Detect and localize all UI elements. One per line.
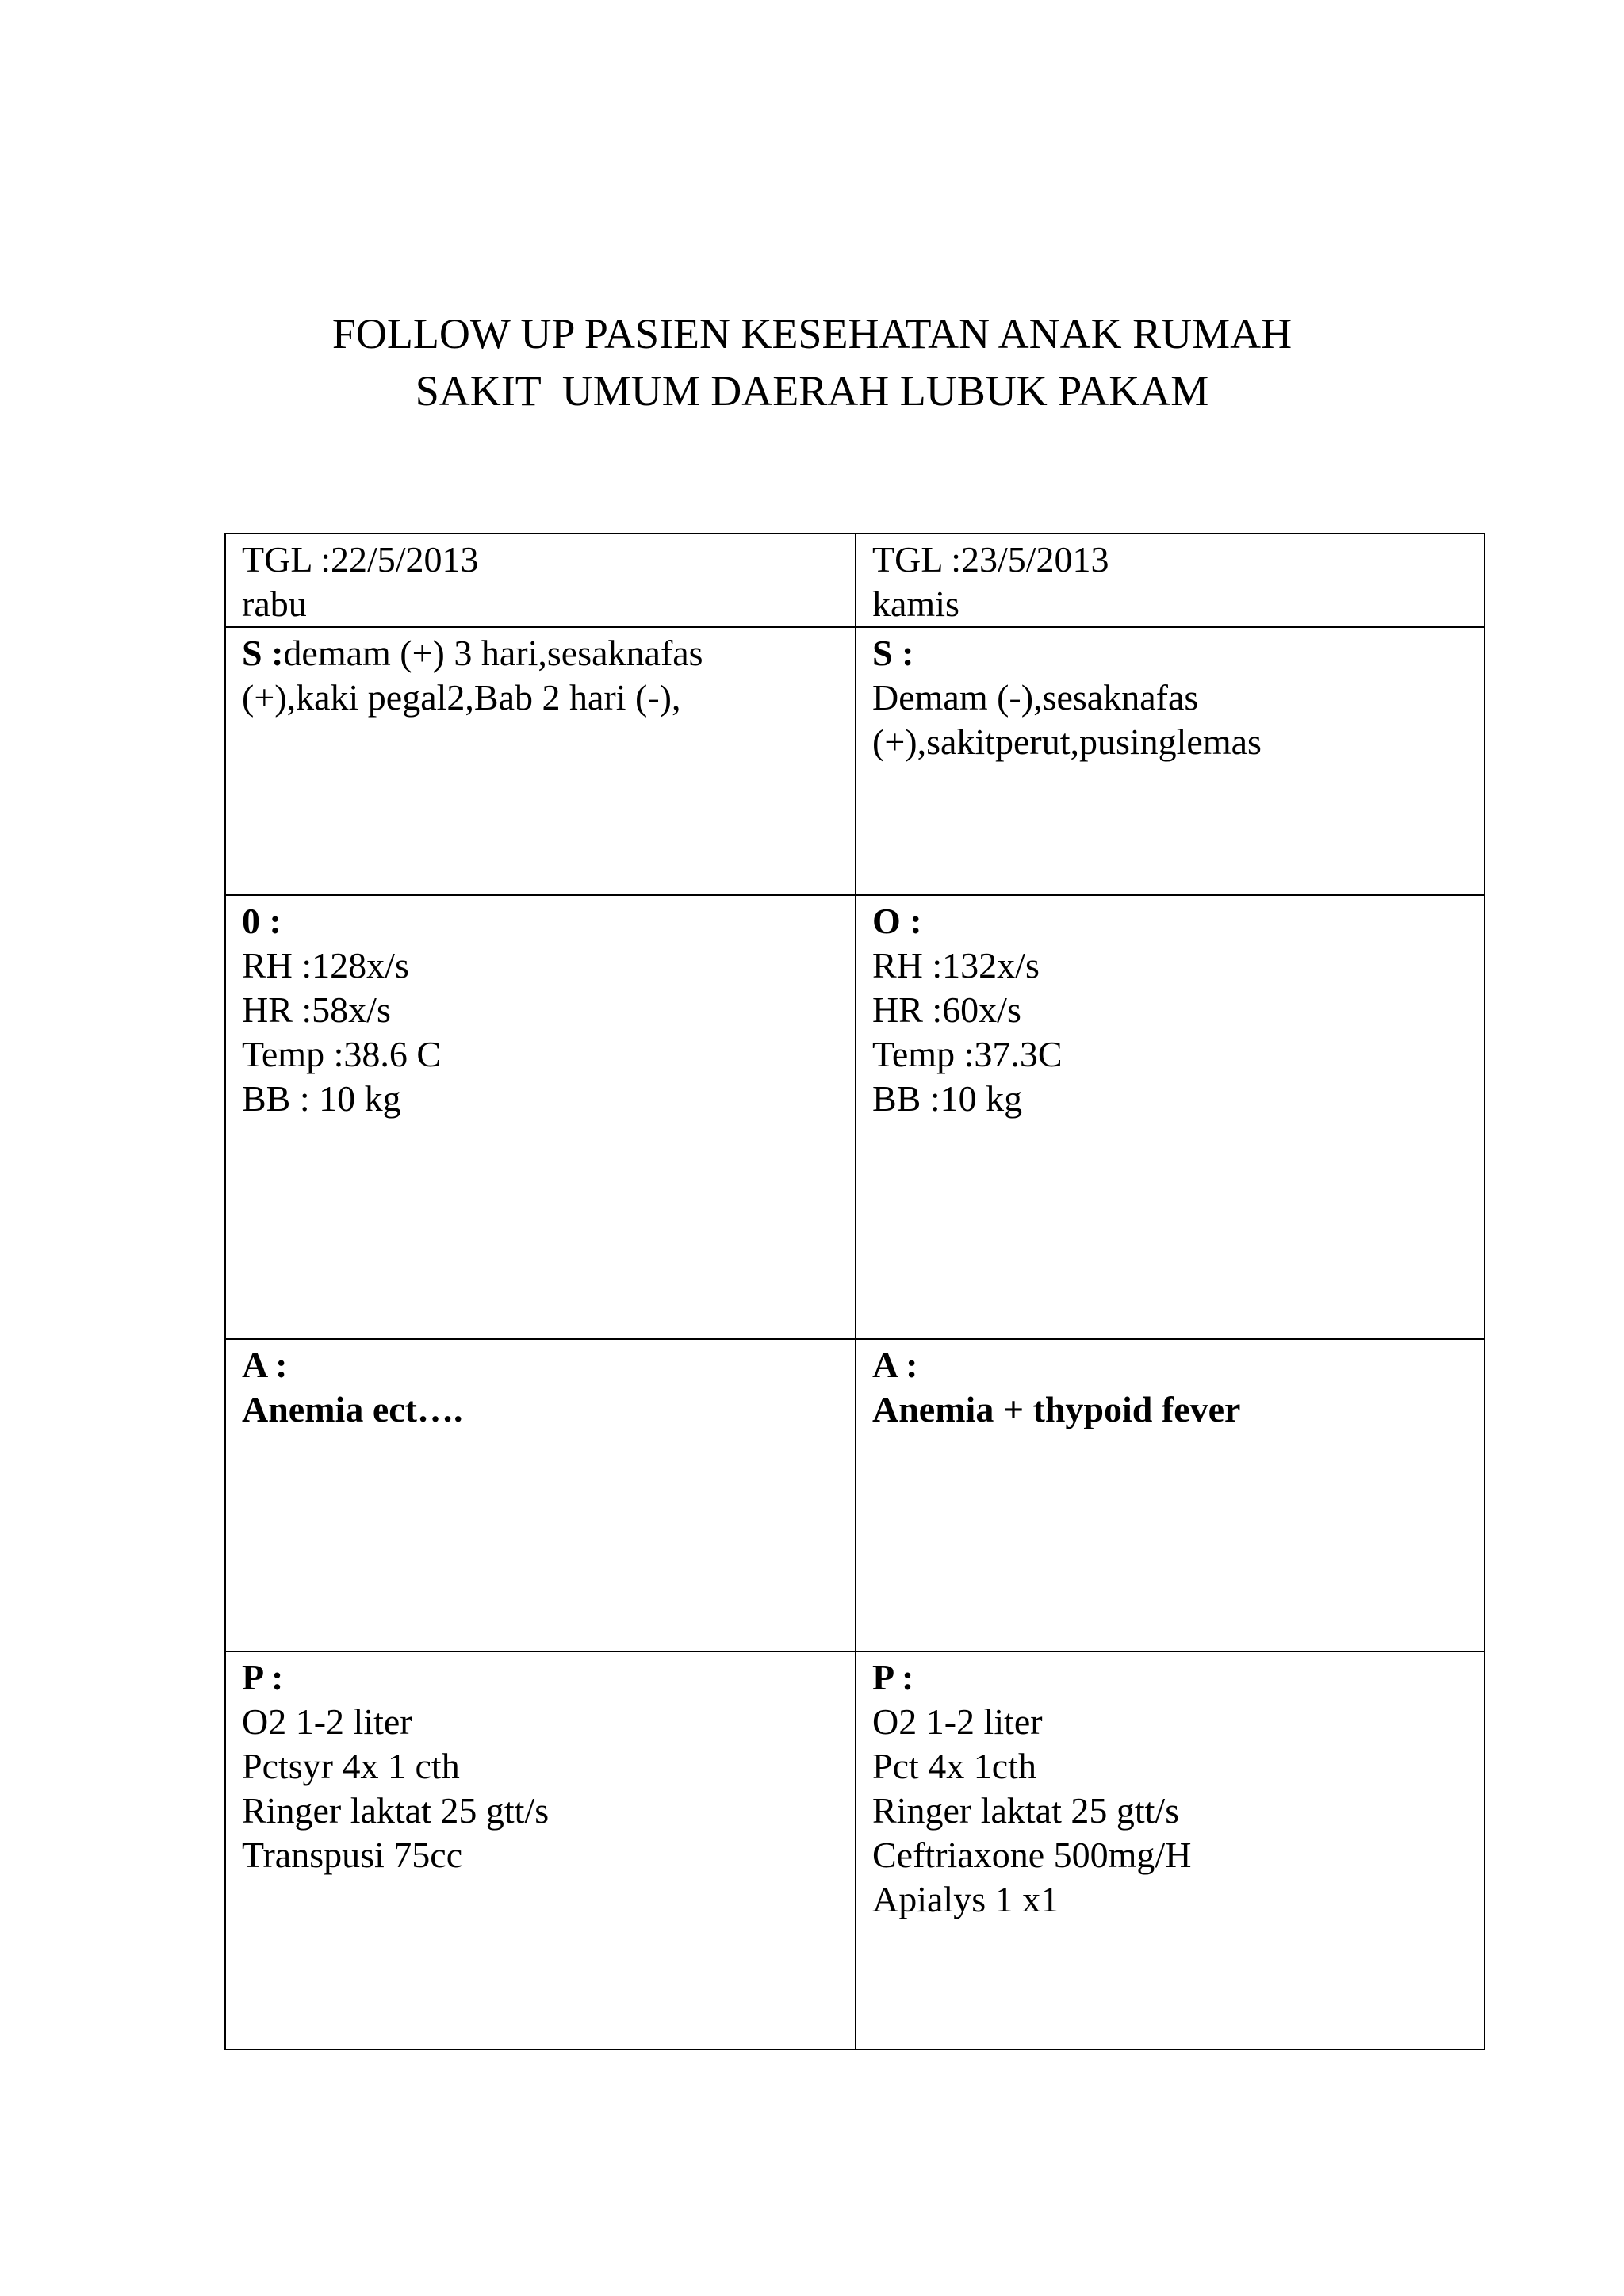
day-1-assessment-cell: [225, 1339, 856, 1651]
day-1-objective-line: Temp :38.6 C: [242, 1034, 442, 1074]
day-1-objective-line: BB : 10 kg: [242, 1078, 401, 1119]
day-1-date: TGL :22/5/2013: [242, 539, 479, 580]
day-2-objective-line: Temp :37.3C: [872, 1034, 1063, 1074]
day-2-date-cell: [856, 534, 1484, 627]
day-1-subjective-line: demam (+) 3 hari,sesaknafas: [283, 633, 703, 673]
day-2-plan-cell: [856, 1651, 1484, 2049]
day-1-assessment-line: Anemia ect….: [242, 1389, 463, 1429]
day-1-plan-line: Pctsyr 4x 1 cth: [242, 1746, 460, 1786]
day-2-date: TGL :23/5/2013: [872, 539, 1109, 580]
day-1-weekday: rabu: [242, 584, 307, 624]
day-1-objective-label: 0 :: [242, 901, 282, 941]
day-2-subjective-label: S :: [872, 633, 914, 673]
plan-row: [225, 1651, 1484, 2049]
document-title-line-2: SAKIT UMUM DAERAH LUBUK PAKAM: [415, 367, 1209, 415]
day-1-date-cell: [225, 534, 856, 627]
day-1-subjective-line: (+),kaki pegal2,Bab 2 hari (-),: [242, 677, 681, 718]
document-title: [0, 305, 1624, 419]
day-1-plan-line: Transpusi 75cc: [242, 1835, 463, 1875]
day-2-plan-label: P :: [872, 1657, 914, 1697]
day-1-subjective-label: S :: [242, 633, 284, 673]
objective-row: [225, 895, 1484, 1339]
soap-follow-up-table: [224, 533, 1485, 2050]
day-2-weekday: kamis: [872, 584, 959, 624]
day-2-plan-line: Apialys 1 x1: [872, 1879, 1059, 1919]
day-1-objective-cell: [225, 895, 856, 1339]
assessment-row: [225, 1339, 1484, 1651]
day-2-assessment-label: A :: [872, 1345, 918, 1385]
day-2-plan-line: Ringer laktat 25 gtt/s: [872, 1790, 1180, 1831]
day-2-objective-line: BB :10 kg: [872, 1078, 1023, 1119]
day-1-assessment-label: A :: [242, 1345, 288, 1385]
subjective-row: [225, 627, 1484, 895]
day-2-subjective-line: (+),sakitperut,pusinglemas: [872, 721, 1262, 762]
day-2-objective-line: RH :132x/s: [872, 945, 1040, 985]
date-row: [225, 534, 1484, 627]
day-2-objective-cell: [856, 895, 1484, 1339]
day-2-assessment-cell: [856, 1339, 1484, 1651]
day-1-objective-line: HR :58x/s: [242, 989, 391, 1030]
day-1-objective-line: RH :128x/s: [242, 945, 409, 985]
day-2-plan-line: Pct 4x 1cth: [872, 1746, 1036, 1786]
day-2-objective-line: HR :60x/s: [872, 989, 1021, 1030]
day-1-plan-line: O2 1-2 liter: [242, 1701, 412, 1742]
day-2-assessment-line: Anemia + thypoid fever: [872, 1389, 1241, 1429]
day-1-plan-label: P :: [242, 1657, 284, 1697]
day-2-subjective-cell: [856, 627, 1484, 895]
day-2-plan-line: O2 1-2 liter: [872, 1701, 1043, 1742]
day-2-plan-line: Ceftriaxone 500mg/H: [872, 1835, 1192, 1875]
day-2-subjective-line: Demam (-),sesaknafas: [872, 677, 1199, 718]
document-title-line-1: FOLLOW UP PASIEN KESEHATAN ANAK RUMAH: [331, 310, 1293, 358]
day-1-subjective-cell: [225, 627, 856, 895]
day-2-objective-label: O :: [872, 901, 922, 941]
day-1-plan-cell: [225, 1651, 856, 2049]
day-1-plan-line: Ringer laktat 25 gtt/s: [242, 1790, 550, 1831]
